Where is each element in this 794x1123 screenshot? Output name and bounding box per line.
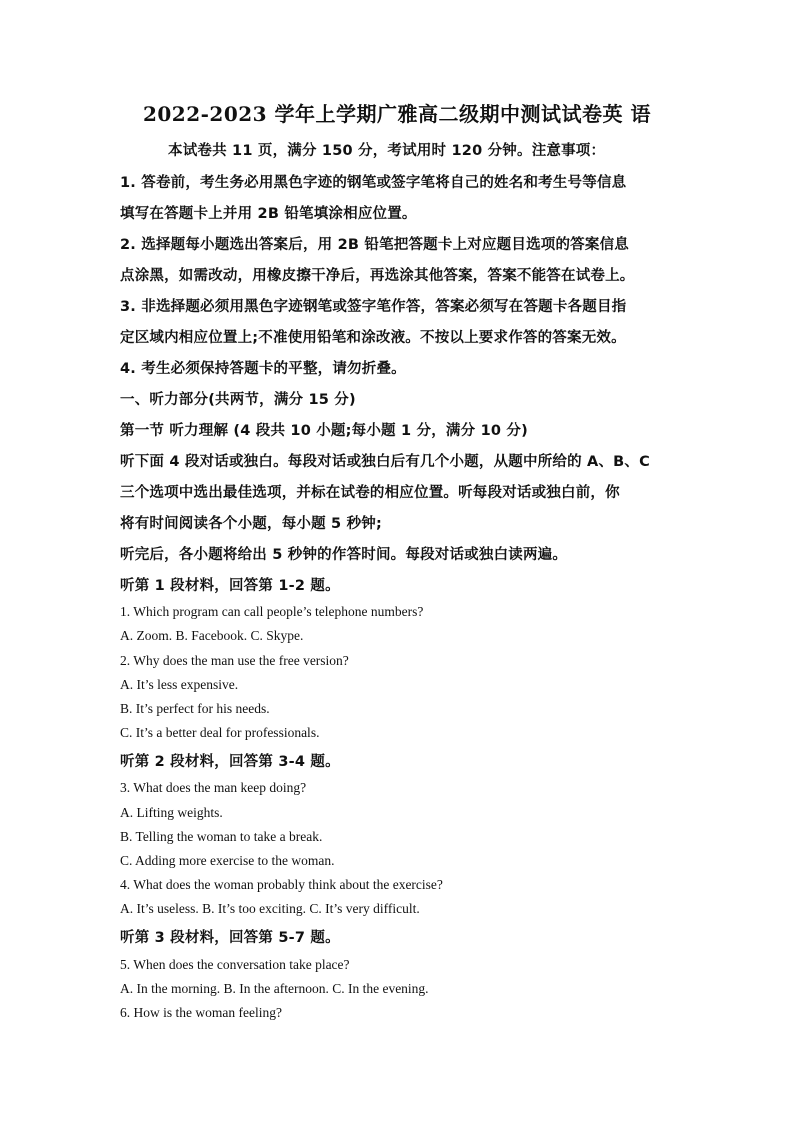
part-heading: 一、听力部分(共两节，满分 15 分) <box>120 392 356 408</box>
question-line: 6. How is the woman feeling? <box>120 1005 282 1020</box>
option-line: A. Zoom. B. Facebook. C. Skype. <box>120 628 304 643</box>
passage-heading: 听第 2 段材料，回答第 3-4 题。 <box>120 754 340 770</box>
page-title: 2022-2023 学年上学期广雅高二级期中测试试卷英 语 <box>142 102 652 126</box>
intro-text: 本试卷共 11 页，满分 150 分，考试用时 120 分钟。注意事项： <box>168 143 606 159</box>
note-line: 定区域内相应位置上;不准使用铅笔和涂改液。不按以上要求作答的答案无效。 <box>120 330 626 346</box>
instruction-line: 听完后，各小题将给出 5 秒钟的作答时间。每段对话或独白读两遍。 <box>120 547 568 563</box>
instruction-line: 三个选项中选出最佳选项，并标在试卷的相应位置。听每段对话或独白前，你 <box>120 485 620 501</box>
note-line: 1. 答卷前，考生务必用黑色字迹的钢笔或签字笔将自己的姓名和考生号等信息 <box>120 175 627 191</box>
option-line: A. It’s useless. B. It’s too exciting. C. It’s very difficult. <box>120 901 420 916</box>
note-line: 3. 非选择题必须用黑色字迹钢笔或签字笔作答，答案必须写在答题卡各题目指 <box>120 299 627 315</box>
option-line: B. It’s perfect for his needs. <box>120 701 270 716</box>
instruction-line: 将有时间阅读各个小题，每小题 5 秒钟; <box>120 516 382 532</box>
question-line: 1. Which program can call people’s telephone numbers? <box>120 604 424 619</box>
option-line: A. It’s less expensive. <box>120 677 239 692</box>
option-line: A. Lifting weights. <box>120 805 223 820</box>
option-line: B. Telling the woman to take a break. <box>120 829 323 844</box>
question-line: 4. What does the woman probably think about the exercise? <box>120 877 443 892</box>
note-line: 点涂黑，如需改动，用橡皮擦干净后，再选涂其他答案，答案不能答在试卷上。 <box>120 268 635 284</box>
option-line: C. It’s a better deal for professionals. <box>120 725 320 740</box>
option-line: C. Adding more exercise to the woman. <box>120 853 335 868</box>
instruction-line: 听下面 4 段对话或独白。每段对话或独白后有几个小题，从题中所给的 A、B、C <box>120 454 650 470</box>
question-line: 2. Why does the man use the free version? <box>120 653 349 668</box>
note-line: 填写在答题卡上并用 2B 铅笔填涂相应位置。 <box>120 206 417 222</box>
option-line: A. In the morning. B. In the afternoon. C. In the evening. <box>120 981 429 996</box>
subsection-heading: 第一节 听力理解 (4 段共 10 小题;每小题 1 分，满分 10 分) <box>120 423 528 439</box>
note-line: 2. 选择题每小题选出答案后，用 2B 铅笔把答题卡上对应题目选项的答案信息 <box>120 237 629 253</box>
note-line: 4. 考生必须保持答题卡的平整，请勿折叠。 <box>120 361 406 377</box>
passage-heading: 听第 3 段材料，回答第 5-7 题。 <box>120 930 340 946</box>
question-line: 3. What does the man keep doing? <box>120 780 307 795</box>
question-line: 5. When does the conversation take place? <box>120 957 350 972</box>
passage-heading: 听第 1 段材料，回答第 1-2 题。 <box>120 578 340 594</box>
